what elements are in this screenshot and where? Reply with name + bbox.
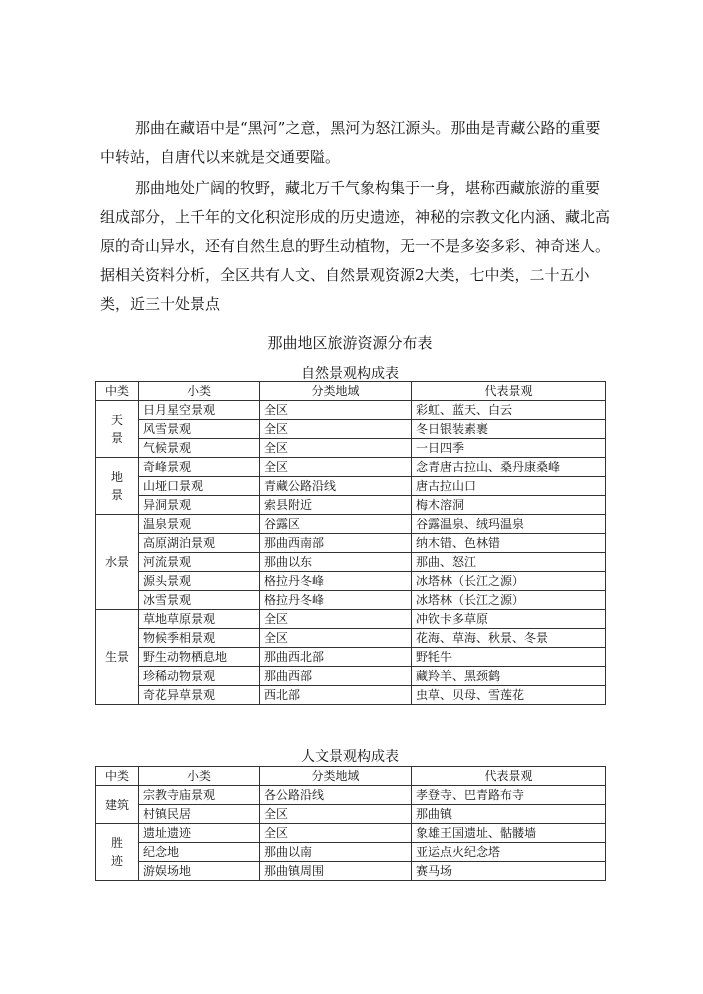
sub-cell: 奇峰景观: [139, 458, 260, 477]
rep-cell: 纳木错、色林错: [412, 534, 606, 553]
region-cell: 那曲镇周围: [260, 862, 412, 881]
sub-cell: 河流景观: [139, 553, 260, 572]
rep-cell: 虫草、贝母、雪莲花: [412, 686, 606, 705]
table-row: [96, 496, 606, 515]
rep-cell: 谷露温泉、绒玛温泉: [412, 515, 606, 534]
table-row: [96, 786, 606, 805]
sub-cell: 异洞景观: [139, 496, 260, 515]
sub-cell: 野生动物栖息地: [139, 648, 260, 667]
mid-category-cell: 胜迹: [96, 824, 139, 881]
table-row: [96, 477, 606, 496]
sub-cell: 日月星空景观: [139, 401, 260, 420]
table-row: [96, 667, 606, 686]
sub-cell: 高原湖泊景观: [139, 534, 260, 553]
table-row: [96, 534, 606, 553]
header-sub: 小类: [139, 382, 260, 401]
mid-category-cell: 天景: [96, 401, 139, 458]
table-row: [96, 420, 606, 439]
table-row: [96, 439, 606, 458]
table-row: [96, 843, 606, 862]
region-cell: 那曲西北部: [260, 648, 412, 667]
mid-category-cell: 地景: [96, 458, 139, 515]
sub-cell: 源头景观: [139, 572, 260, 591]
region-cell: 那曲西南部: [260, 534, 412, 553]
region-cell: 那曲以东: [260, 553, 412, 572]
rep-cell: 那曲镇: [412, 805, 606, 824]
region-cell: 全区: [260, 805, 412, 824]
rep-cell: 那曲、怒江: [412, 553, 606, 572]
sub-cell: 冰雪景观: [139, 591, 260, 610]
table-row: [96, 862, 606, 881]
sub-cell: 宗教寺庙景观: [139, 786, 260, 805]
region-cell: 全区: [260, 401, 412, 420]
sub-cell: 草地草原景观: [139, 610, 260, 629]
table-header-row: [96, 767, 606, 786]
table-row: [96, 572, 606, 591]
region-cell: 全区: [260, 458, 412, 477]
cultural-table-title: 人文景观构成表: [301, 749, 399, 765]
region-cell: 那曲西部: [260, 667, 412, 686]
region-cell: 全区: [260, 629, 412, 648]
mid-category-cell: 建筑: [96, 786, 139, 824]
sub-cell: 遗址遗迹: [139, 824, 260, 843]
rep-cell: 冰塔林（长江之源）: [412, 572, 606, 591]
table-row: [96, 458, 606, 477]
table-row: [96, 591, 606, 610]
region-cell: 索县附近: [260, 496, 412, 515]
rep-cell: 赛马场: [412, 862, 606, 881]
table-row: [96, 629, 606, 648]
table-row: [96, 610, 606, 629]
rep-cell: 冲钦卡多草原: [412, 610, 606, 629]
sub-cell: 风雪景观: [139, 420, 260, 439]
cultural-landscape-table: [95, 766, 606, 881]
main-title: 那曲地区旅游资源分布表: [267, 334, 433, 352]
header-mid: 中类: [96, 767, 139, 786]
region-cell: 那曲以南: [260, 843, 412, 862]
region-cell: 各公路沿线: [260, 786, 412, 805]
header-rep: 代表景观: [412, 382, 606, 401]
table-row: [96, 401, 606, 420]
region-cell: 全区: [260, 824, 412, 843]
sub-cell: 村镇民居: [139, 805, 260, 824]
rep-cell: 彩虹、蓝天、白云: [412, 401, 606, 420]
rep-cell: 亚运点火纪念塔: [412, 843, 606, 862]
region-cell: 全区: [260, 610, 412, 629]
rep-cell: 唐古拉山口: [412, 477, 606, 496]
sub-cell: 气候景观: [139, 439, 260, 458]
rep-cell: 一日四季: [412, 439, 606, 458]
table-row: [96, 686, 606, 705]
sub-cell: 珍稀动物景观: [139, 667, 260, 686]
table-row: [96, 515, 606, 534]
header-mid: 中类: [96, 382, 139, 401]
header-region: 分类地域: [260, 767, 412, 786]
rep-cell: 冰塔林（长江之源）: [412, 591, 606, 610]
sub-cell: 游娱场地: [139, 862, 260, 881]
rep-cell: 孝登寺、巴青路布寺: [412, 786, 606, 805]
sub-cell: 奇花异草景观: [139, 686, 260, 705]
region-cell: 格拉丹冬峰: [260, 591, 412, 610]
region-cell: 青藏公路沿线: [260, 477, 412, 496]
region-cell: 格拉丹冬峰: [260, 572, 412, 591]
intro-paragraph-1: 那曲在藏语中是“黑河”之意，黑河为怒江源头。那曲是青藏公路的重要中转站，自唐代以来就是交通要隘。: [100, 119, 601, 166]
region-cell: 西北部: [260, 686, 412, 705]
rep-cell: 象雄王国遗址、骷髅墙: [412, 824, 606, 843]
mid-category-cell: 水景: [96, 515, 139, 610]
sub-cell: 纪念地: [139, 843, 260, 862]
natural-table-title: 自然景观构成表: [301, 366, 399, 382]
table-row: [96, 805, 606, 824]
mid-category-cell: 生景: [96, 610, 139, 705]
rep-cell: 野牦牛: [412, 648, 606, 667]
rep-cell: 梅木溶洞: [412, 496, 606, 515]
table-row: [96, 553, 606, 572]
table-header-row: [96, 382, 606, 401]
sub-cell: 温泉景观: [139, 515, 260, 534]
rep-cell: 念青唐古拉山、桑丹康桑峰: [412, 458, 606, 477]
rep-cell: 藏羚羊、黑颈鹤: [412, 667, 606, 686]
natural-landscape-table: [95, 381, 606, 705]
intro-paragraph-2: 那曲地处广阔的牧野，藏北万千气象构集于一身，堪称西藏旅游的重要组成部分，上千年的文化积淀形成的历史遗迹，神秘的宗教文化内涵、藏北高原的奇山异水，还有自然生息的野生动植物，无一不是多姿多彩、神奇迷人。据相关资料分析，全区共有人文、自然景观资源2大类，七中类，二十五小类，近三十处景点: [100, 179, 611, 313]
rep-cell: 花海、草海、秋景、冬景: [412, 629, 606, 648]
header-region: 分类地域: [260, 382, 412, 401]
rep-cell: 冬日银装素裹: [412, 420, 606, 439]
region-cell: 谷露区: [260, 515, 412, 534]
region-cell: 全区: [260, 439, 412, 458]
table-row: [96, 824, 606, 843]
table-row: [96, 648, 606, 667]
region-cell: 全区: [260, 420, 412, 439]
sub-cell: 物候季相景观: [139, 629, 260, 648]
sub-cell: 山垭口景观: [139, 477, 260, 496]
header-sub: 小类: [139, 767, 260, 786]
header-rep: 代表景观: [412, 767, 606, 786]
